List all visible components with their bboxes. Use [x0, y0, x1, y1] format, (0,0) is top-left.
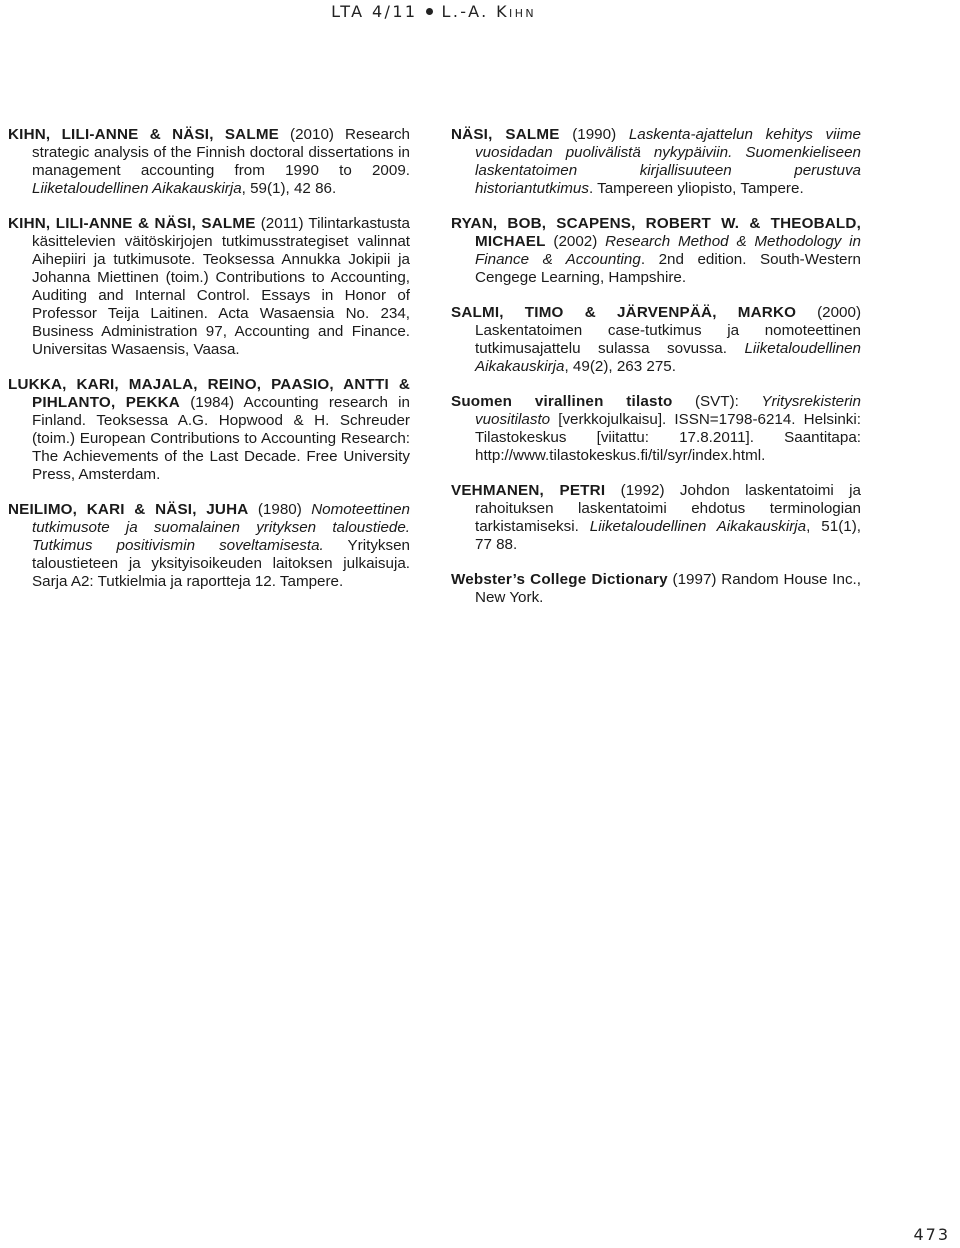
journal-issue: LTA 4/11	[331, 2, 418, 21]
reference-authors: Webster’s College Dictionary	[451, 571, 668, 588]
reference-entry	[451, 571, 861, 607]
reference-text: (1990)	[559, 126, 629, 143]
reference-italic: Liiketaloudellinen Aikakauskirja	[475, 340, 861, 375]
reference-text: (2002)	[545, 233, 606, 250]
reference-authors: LUKKA, KARI, MAJALA, REINO, PAASIO, ANTTI & PIHLANTO, PEKKA	[8, 376, 410, 411]
reference-authors: NÄSI, SALME	[451, 126, 560, 143]
reference-italic: Liiketaloudellinen Aikakauskirja	[589, 518, 807, 535]
reference-tail: , 51(1), 77 88.	[475, 518, 861, 553]
reference-tail: . Tampereen yliopisto, Tampere.	[588, 180, 804, 197]
reference-tail: [verkkojulkaisu]. ISSN=1798-6214. Helsinki: Tilastokeskus [viitattu: 17.8.2011]. Saantitapa: http://www.tilastokeskus.fi/til/syr/index.html.	[475, 411, 861, 464]
running-header	[331, 2, 536, 21]
reference-text: (2010) Research strategic analysis of the Finnish doctoral dissertations in management accounting from 1990 to 2009.	[32, 126, 410, 179]
reference-entry	[8, 376, 410, 484]
left-column	[8, 126, 410, 608]
bullet-dot-icon	[426, 8, 433, 15]
reference-tail: , 59(1), 42 86.	[241, 180, 337, 197]
reference-entry	[8, 215, 410, 359]
reference-italic: Laskenta-ajattelun kehitys viime vuosidadan puolivälistä nykypäiviin. Suomenkieliseen laskentatoimen kirjallisuuteen perustuva historiantutkimus	[475, 126, 861, 197]
reference-authors: SALMI, TIMO & JÄRVENPÄÄ, MARKO	[451, 304, 797, 321]
reference-entry	[451, 126, 861, 198]
reference-text: (2011) Tilintarkastusta käsittelevien väitöskirjojen tutkimusstrategiset valinnat Aihepiiri ja tutkimusote. Teoksessa Annukka Jokipii ja Johanna Miettinen (toim.) Contributions to Accounting, Auditing and Internal Control. Essays in Honor of Professor Teija Laitinen. Acta Wasaensia No. 234, Business Administration 97, Accounting and Finance. Universitas Wasaensis, Vaasa.	[32, 215, 410, 358]
reference-entry	[451, 304, 861, 376]
reference-entry	[8, 501, 410, 591]
reference-italic: Liiketaloudellinen Aikakauskirja	[32, 180, 242, 197]
reference-text: (2000) Laskentatoimen case-tutkimus ja nomoteettinen tutkimusajattelu sulassa sovussa.	[475, 304, 861, 357]
reference-authors: KIHN, LILI-ANNE & NÄSI, SALME	[8, 126, 280, 143]
reference-text: (1980)	[248, 501, 312, 518]
reference-entry	[451, 482, 861, 554]
reference-tail: Yrityksen taloustieteen ja yksityisoikeuden laitoksen julkaisuja. Sarja A2: Tutkielmia ja raportteja 12. Tampere.	[32, 537, 410, 590]
reference-text: (SVT):	[672, 393, 762, 410]
reference-italic: Research Method & Methodology in Finance & Accounting	[475, 233, 861, 268]
reference-authors: RYAN, BOB, SCAPENS, ROBERT W. & THEOBALD, MICHAEL	[451, 215, 861, 250]
reference-text: (1984) Accounting research in Finland. Teoksessa A.G. Hopwood & H. Schreuder (toim.) European Contributions to Accounting Research: The Achievements of the Last Decade. Free University Press, Amsterdam.	[32, 394, 411, 483]
page-number: 473	[913, 1225, 950, 1244]
reference-text: (1992) Johdon laskentatoimi ja rahoituksen laskentatoimi ehdotus terminologian tarkistamiseksi.	[475, 482, 861, 535]
reference-authors: NEILIMO, KARI & NÄSI, JUHA	[8, 501, 249, 518]
reference-tail: , 49(2), 263 275.	[564, 358, 676, 375]
running-author: L.-A. Kihn	[441, 2, 536, 21]
reference-authors: VEHMANEN, PETRI	[451, 482, 606, 499]
reference-italic: Nomoteettinen tutkimusote ja suomalainen yrityksen taloustiede. Tutkimus positivismin soveltamisesta.	[32, 501, 410, 554]
reference-authors: Suomen virallinen tilasto	[451, 393, 673, 410]
reference-italic: Yritysrekisterin vuositilasto	[475, 393, 862, 428]
reference-entry	[451, 215, 861, 287]
right-column	[451, 126, 861, 624]
reference-entry	[451, 393, 861, 465]
reference-text: (1997) Random House Inc., New York.	[475, 571, 861, 606]
reference-authors: KIHN, LILI-ANNE & NÄSI, SALME	[8, 215, 256, 232]
reference-entry	[8, 126, 410, 198]
reference-tail: . 2nd edition. South-Western Cengege Learning, Hampshire.	[475, 251, 861, 286]
